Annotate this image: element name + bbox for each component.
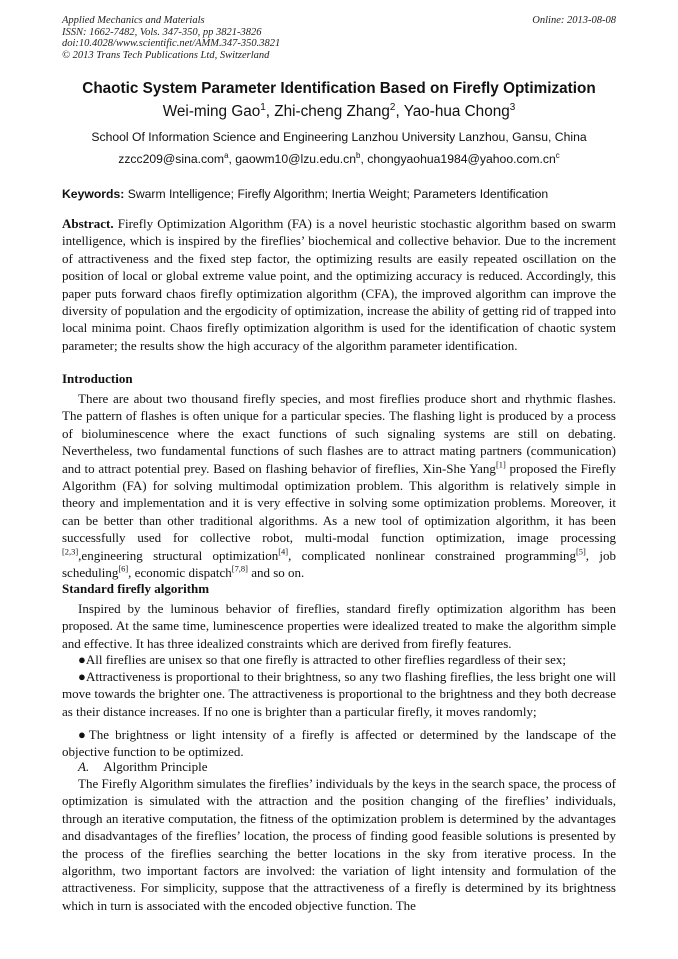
abstract-label: Abstract. — [62, 216, 114, 231]
citation: [1] — [495, 459, 506, 470]
bullet-icon: ● — [78, 669, 87, 684]
author-name: Wei-ming Gao — [162, 103, 261, 120]
intro-text: , job scheduling — [62, 547, 616, 581]
citation: [6] — [118, 563, 129, 574]
section-heading-standard: Standard firefly algorithm — [62, 581, 210, 596]
affiliation: School Of Information Science and Engineering Lanzhou University Lanzhou, Gansu, China — [91, 130, 587, 144]
email-address: chongyaohua1984@yahoo.com.cn — [367, 152, 556, 166]
section-heading-introduction: Introduction — [62, 371, 133, 386]
intro-text: ,engineering structural optimization — [78, 547, 279, 563]
author-name: Zhi-cheng Zhang — [274, 103, 390, 120]
algorithm-principle-paragraph: The Firefly Algorithm simulates the fireflies’ individuals by the keys in the search space, the process of optimization is simulated with the attraction and the position changing of the fireflies’ individuals, through an iterative computation, the fitness of the optimization problem is determined by the advantages and disadvantages of the fireflies’ location, the process of finding good feasible solutions is presented by the process of the fireflies searching the better locations in the sky from iterative process. In the algorithm, two important factors are involved: the variation of light intensity and formulation of the attractiveness. For simplicity, suppose that the attractiveness of a firefly is determined by its brightness which in turn is associated with the encoded objective function. The — [62, 776, 616, 913]
introduction-paragraph — [62, 390, 616, 581]
bullet-text: The brightness or light intensity of a firefly is affected or determined by the landscape of the objective function to be optimized. — [62, 727, 617, 760]
bullet-icon: ● — [78, 652, 86, 667]
keywords-label: Keywords: — [62, 187, 125, 201]
email-mark: c — [555, 150, 560, 160]
email-mark: b — [356, 150, 361, 160]
citation: [7,8] — [231, 563, 248, 574]
bullet-item — [62, 651, 616, 668]
online-date: Online: 2013-08-08 — [532, 15, 616, 26]
citation: [4] — [278, 546, 289, 557]
author-list: Wei-ming Gao$^1$, Zhi-cheng Zhang$^2$, Yao-hua Chong$^3$ — [162, 101, 516, 120]
intro-text: , economic dispatch — [128, 565, 232, 581]
intro-text: , complicated nonlinear constrained programming — [288, 547, 576, 563]
bullet-text: All fireflies are unisex so that one firefly is attracted to other fireflies regardless of their sex; — [85, 652, 566, 667]
keywords — [62, 187, 616, 202]
journal-name: Applied Mechanics and Materials — [62, 15, 205, 26]
subsection-heading — [78, 758, 208, 775]
keywords-text: Swarm Intelligence; Firefly Algorithm; Inertia Weight; Parameters Identification — [127, 187, 549, 201]
bullet-item — [62, 726, 616, 761]
email-address: gaowm10@lzu.edu.cn — [235, 152, 357, 166]
bullet-text: Attractiveness is proportional to their brightness, so any two flashing fireflies, the less bright one will move towards the brighter one. The attractiveness is proportional to the brightness and they both decrease as their distance increases. If no one is brighter than a particular firefly, it moves randomly; — [62, 669, 617, 719]
abstract — [62, 215, 616, 354]
intro-text: proposed the Firefly Algorithm (FA) for solving multimodal optimization problem. This algorithm is relatively simple in theory and implementation and it is very effective in solving some optimization problems. Moreover, it can be better than other traditional algorithms. As a new tool of optimization algorithm, it has been successfully used for collective robot, multi-modal function optimization, image processing — [62, 460, 617, 546]
intro-text: and so on. — [247, 565, 305, 581]
abstract-text: Firefly Optimization Algorithm (FA) is a novel heuristic stochastic algorithm based on swarm intelligence, which is inspired by the fireflies’ biochemical and collective behavior. Due to the increment of attractiveness and the fixed step factor, the optimizing results are easily repeated oscillation on the position of local or global extreme value point, and the optimizing accuracy is reduced. Accordingly, this paper puts forward chaos firefly optimization algorithm (CFA), the improved algorithm can improve the diversity of population and the ergodicity of optimization, increase the ability of getting rid of trapped into local minima point. Chaos firefly optimization algorithm is used for the identification of chaotic system parameter; the results show the high accuracy of the algorithm parameter identification. — [62, 216, 617, 353]
running-header — [62, 15, 616, 61]
bullet-item — [62, 668, 616, 720]
standard-paragraph: Inspired by the luminous behavior of fireflies, standard firefly optimization algorithm has been proposed. At the same time, luminescence properties were idealized treated to make the algorithm simple and effective. It has three idealized constraints which are derived from firefly features. — [62, 601, 616, 651]
bullet-icon: ● — [78, 727, 89, 742]
email-mark: a — [224, 150, 229, 160]
email-address: zzcc209@sina.com — [118, 152, 225, 166]
author-affil-mark: 1 — [260, 101, 266, 113]
intro-text: There are about two thousand firefly species, and most fireflies produce short and rhythmic flashes. The pattern of flashes is often unique for a particular species. The flashing light is produced by a process of bioluminescence where the exact functions of such signaling systems are still on debating. Nevertheless, two fundamental functions of such flashes are to attract mating partners (communication) and to attract potential prey. Based on flashing behavior of fireflies, Xin-She Yang — [62, 391, 616, 476]
paper-title: Chaotic System Parameter Identification Based on Firefly Optimization — [82, 80, 596, 97]
author-affil-mark: 2 — [389, 101, 396, 113]
doi-line: doi:10.4028/www.scientific.net/AMM.347-350.3821 — [62, 38, 281, 50]
copyright-line: © 2013 Trans Tech Publications Ltd, Switzerland — [62, 49, 270, 61]
email-list: zzcc209@sina.com$^a$, $gaowm10@lzu.edu.cn^b$, $chongyaohua1984@yahoo.com.cn^c$ — [118, 150, 560, 166]
issn-line: ISSN: 1662-7482, Vols. 347-350, pp 3821-3826 — [62, 26, 262, 38]
citation: [5] — [575, 546, 586, 557]
citation: [2,3] — [62, 546, 79, 557]
author-affil-mark: 3 — [509, 101, 516, 113]
author-name: Yao-hua Chong — [403, 103, 510, 120]
subsection-title: Algorithm Principle — [103, 759, 208, 774]
subsection-label: A. — [78, 759, 90, 774]
